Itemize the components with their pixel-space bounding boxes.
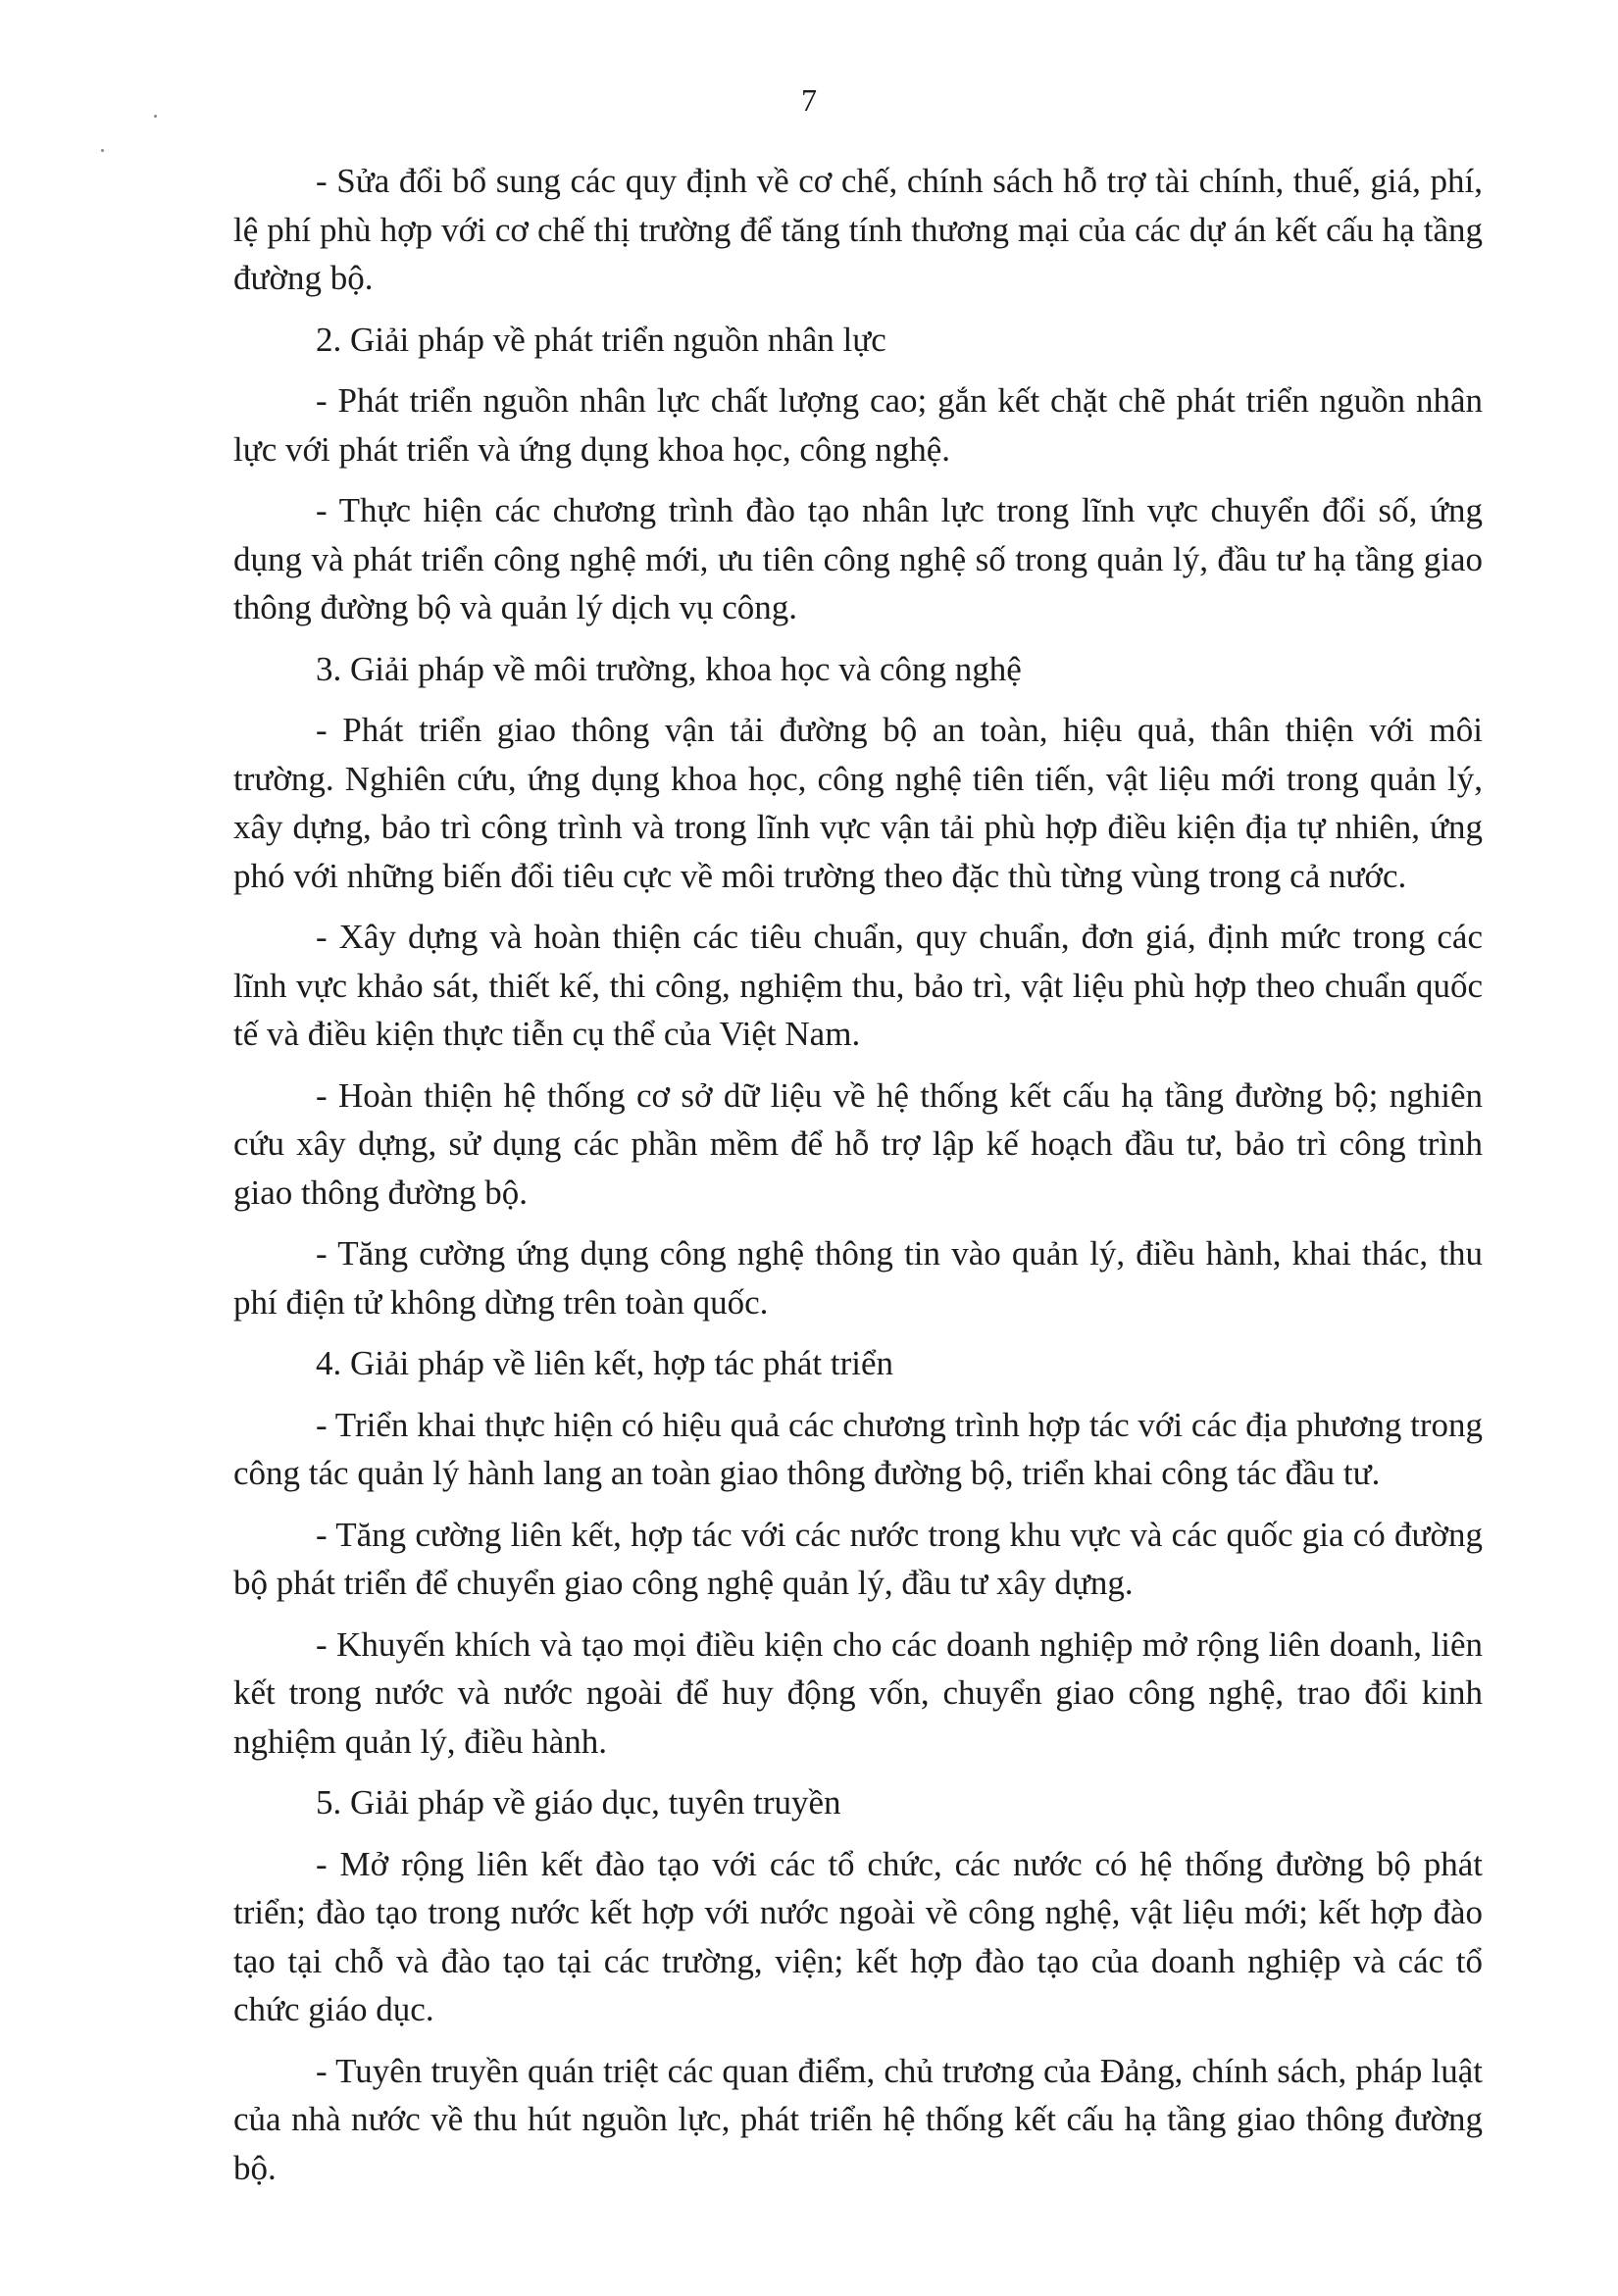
scan-speck: [101, 149, 104, 152]
section-heading: 2. Giải pháp về phát triển nguồn nhân lực: [316, 320, 886, 359]
paragraph: - Triển khai thực hiện có hiệu quả các chương trình hợp tác với các địa phương trong công tác quản lý hành lang an toàn giao thông đường bộ, triển khai công tác đầu tư.: [233, 1405, 1483, 1492]
section-heading: 5. Giải pháp về giáo dục, tuyên truyền: [316, 1783, 841, 1822]
paragraph: - Thực hiện các chương trình đào tạo nhân lực trong lĩnh vực chuyển đổi số, ứng dụng và phát triển công nghệ mới, ưu tiên công nghệ số trong quản lý, đầu tư hạ tầng giao thông đường bộ và quản lý dịch vụ công.: [233, 491, 1483, 626]
paragraph: - Phát triển giao thông vận tải đường bộ an toàn, hiệu quả, thân thiện với môi trường. Nghiên cứu, ứng dụng khoa học, công nghệ tiên tiến, vật liệu mới trong quản lý, xây dựng, bảo trì công trình và trong lĩnh vực vận tải phù hợp điều kiện địa tự nhiên, ứng phó với những biến đổi tiêu cực về môi trường theo đặc thù từng vùng trong cả nước.: [233, 711, 1483, 895]
paragraph: - Phát triển nguồn nhân lực chất lượng cao; gắn kết chặt chẽ phát triển nguồn nhân lực với phát triển và ứng dụng khoa học, công nghệ.: [233, 381, 1483, 469]
paragraph: - Tăng cường ứng dụng công nghệ thông tin vào quản lý, điều hành, khai thác, thu phí điện tử không dừng trên toàn quốc.: [233, 1234, 1483, 1322]
page-number: 7: [801, 82, 817, 118]
paragraph: - Tăng cường liên kết, hợp tác với các nước trong khu vực và các quốc gia có đường bộ phát triển để chuyển giao công nghệ quản lý, đầu tư xây dựng.: [233, 1515, 1483, 1602]
paragraph: - Sửa đổi bổ sung các quy định về cơ chế, chính sách hỗ trợ tài chính, thuế, giá, phí, lệ phí phù hợp với cơ chế thị trường để tăng tính thương mại của các dự án kết cấu hạ tầng đường bộ.: [233, 162, 1483, 297]
section-heading: 4. Giải pháp về liên kết, hợp tác phát triển: [316, 1344, 894, 1382]
paragraph: - Hoàn thiện hệ thống cơ sở dữ liệu về hệ thống kết cấu hạ tầng đường bộ; nghiên cứu xây dựng, sử dụng các phần mềm để hỗ trợ lập kế hoạch đầu tư, bảo trì công trình giao thông đường bộ.: [233, 1075, 1483, 1212]
paragraph: - Khuyến khích và tạo mọi điều kiện cho các doanh nghiệp mở rộng liên doanh, liên kết trong nước và nước ngoài để huy động vốn, chuyển giao công nghệ, trao đổi kinh nghiệm quản lý, điều hành.: [233, 1624, 1483, 1761]
document-body: [233, 157, 1483, 2205]
section-heading: 3. Giải pháp về môi trường, khoa học và công nghệ: [316, 649, 1022, 688]
paragraph: - Tuyên truyền quán triệt các quan điểm, chủ trương của Đảng, chính sách, pháp luật của nhà nước về thu hút nguồn lực, phát triển hệ thống kết cấu hạ tầng giao thông đường bộ.: [233, 2051, 1483, 2187]
paragraph: - Mở rộng liên kết đào tạo với các tổ chức, các nước có hệ thống đường bộ phát triển; đào tạo trong nước kết hợp với nước ngoài về công nghệ, vật liệu mới; kết hợp đào tạo tại chỗ và đào tạo tại các trường, viện; kết hợp đào tạo của doanh nghiệp và các tổ chức giáo dục.: [233, 1844, 1483, 2028]
paragraph: - Xây dựng và hoàn thiện các tiêu chuẩn, quy chuẩn, đơn giá, định mức trong các lĩnh vực khảo sát, thiết kế, thi công, nghiệm thu, bảo trì, vật liệu phù hợp theo chuẩn quốc tế và điều kiện thực tiễn cụ thể của Việt Nam.: [233, 918, 1483, 1053]
